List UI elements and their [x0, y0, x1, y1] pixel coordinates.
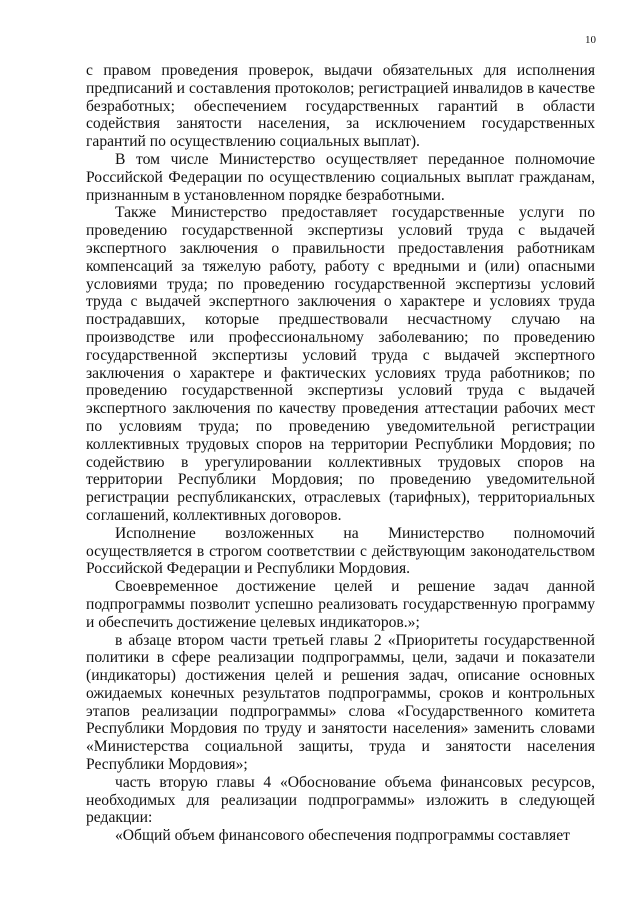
paragraph-3: Также Министерство предоставляет государственные услуги по проведению государственной экспертизы условий труда с выдачей экспертного заключения о правильности предоставления работникам компенсаций за тяжелую работу, работу с вредными и (или) опасными условиями труда; по проведению государственной экспертизы условий труда с выдачей экспертного заключения о характере и условиях труда пострадавших, которые предшествовали несчастному случаю на производстве или профессиональному заболеванию; по проведению государственной экспертизы условий труда с выдачей экспертного заключения о характере и фактических условиях труда работников; по проведению государственной экспертизы условий труда с выдачей экспертного заключения по качеству проведения аттестации рабочих мест по условиям труда; по проведению уведомительной регистрации коллективных трудовых споров на территории Республики Мордовия; по содействию в урегулировании коллективных трудовых споров на территории Республики Мордовия; по проведению уведомительной регистрации республиканских, отраслевых (тарифных), территориальных соглашений, коллективных договоров. [86, 204, 595, 524]
paragraph-1: с правом проведения проверок, выдачи обязательных для исполнения предписаний и составления протоколов; регистрацией инвалидов в качестве безработных; обеспечением государственных гарантий в области содействия занятости населения, за исключением государственных гарантий по осуществлению социальных выплат). [86, 62, 595, 151]
paragraph-6: в абзаце втором части третьей главы 2 «Приоритеты государственной политики в сфере реализации подпрограммы, цели, задачи и показатели (индикаторы) достижения целей и решения задач, описание основных ожидаемых конечных результатов подпрограммы, сроков и контрольных этапов реализации подпрограммы» слова «Государственного комитета Республики Мордовия по труду и занятости населения» заменить словами «Министерства социальной защиты, труда и занятости населения Республики Мордовия»; [86, 631, 595, 774]
paragraph-8: «Общий объем финансового обеспечения подпрограммы составляет [115, 827, 570, 845]
page-number: 10 [585, 34, 596, 46]
paragraph-7: часть вторую главы 4 «Обоснование объема финансовых ресурсов, необходимых для реализации подпрограммы» изложить в следующей редакции: [86, 773, 595, 827]
document-body [86, 62, 595, 845]
paragraph-4: Исполнение возложенных на Министерство полномочий осуществляется в строгом соответствии с действующим законодательством Российской Федерации и Республики Мордовия. [86, 524, 595, 578]
paragraph-2: В том числе Министерство осуществляет переданное полномочие Российской Федерации по осуществлению социальных выплат гражданам, признанным в установленном порядке безработными. [86, 150, 595, 204]
paragraph-5: Своевременное достижение целей и решение задач данной подпрограммы позволит успешно реализовать государственную программу и обеспечить достижение целевых индикаторов.»; [86, 578, 595, 631]
